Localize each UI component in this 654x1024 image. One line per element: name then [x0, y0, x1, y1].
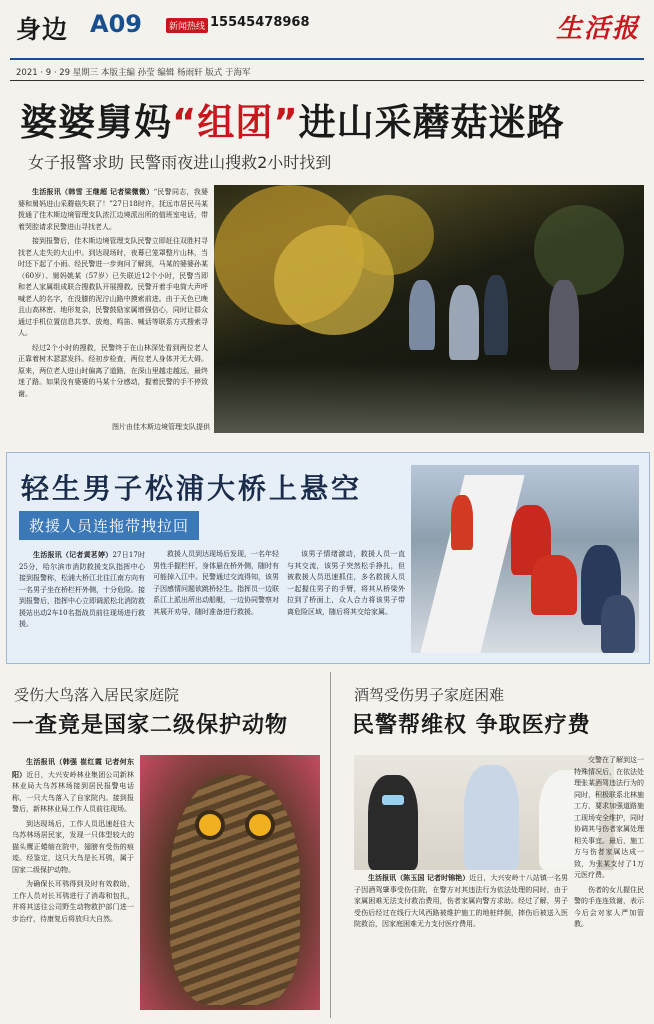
masthead-rule: [10, 58, 644, 60]
story1-photo: [214, 185, 644, 433]
owl-eye-right: [245, 810, 275, 840]
story2-subhead: 救援人员连拖带拽拉回: [19, 511, 199, 540]
page-number: A09: [90, 10, 142, 38]
story3-owl-photo: [140, 755, 320, 1010]
story4-body-col1: 生活报讯（陈玉国 记者时锦艳）近日，大兴安岭十八站镇一名男子因酒驾肇事受伤住院，在警方对其违法行为依法处理的同时，由于家属困难无法支付救治费用，伤者家属向警方求助。经过了解，男子受伤后经过在线行大风西路被维护施工的地桩绊倒，摔伤后被送入医院救治，因家庭困难无力支付医疗费用。: [354, 873, 568, 928]
story4-headline: 民警帮维权 争取医疗费: [352, 712, 591, 738]
meta-rule: [10, 80, 644, 81]
story1-caption: 图片由佳木斯边境管理支队提供: [112, 423, 210, 431]
story1-body: 生活报讯（韩雪 王继超 记者梁微微）“民警同志，我婆婆和舅妈进山采蘑菇失联了！”27日18时许，抚远市居民马某拨通了佳木斯边境管理支队浓江边境派出所的值班室电话，带着哭腔请求民警进山寻找老人。 接到报警后，佳木斯边境管理支队民警立即赶往双胜村寻找老人走失的大山中。到达现场时，夜幕已笼罩整片山林，当时还下起了小雨。经民警进一步询问了解到，马某的婆婆孙某（60岁）、舅妈姚某（57岁）已失联近12个小时，民警当即和老人家属组成联合搜救队开展搜救。民警开着手电筒大声呼喊老人的名字，在没膝的泥泞山路中摸索前进。由于天色已晚且山高林密、地形复杂，民警鼓励家属增强信心，同时让群众通过手机位置信息共享、放炮、鸣笛、喊话等联系方式搜索寻人。 经过2个小时的搜救，民警终于在山林深处看到两位老人正靠着树木瑟瑟发抖。经初步检查，两位老人身体并无大碍。原来，两位老人进山时偏离了道路，在深山里越走越远，最终迷了路。如果没有婆婆的马某十分感动，握着民警的手不停致谢。: [18, 187, 208, 398]
hotline-number: 15545478968: [210, 15, 310, 30]
story3-kicker: 受伤大鸟落入居民家庭院: [14, 686, 180, 704]
hotline-label: 新闻热线: [166, 18, 208, 33]
newspaper-logo: 生活报: [555, 14, 640, 44]
story1-subhead: 女子报警求助 民警雨夜进山搜救2小时找到: [28, 153, 332, 172]
story4-body-col2: 交警在了解到这一特殊情况后，在依法处理张某酒驾违法行为的同时，积极联系北林施工方，要求加强道路施工现场安全维护，同时协调其与伤者家属处理相关事宜。最后，施工方与伤者家属达成一致，为张某支付了1万元医疗费。 伤者的女儿握住民警的手连连致谢，表示今后会对家人严加管教。: [574, 756, 644, 928]
section-name: 身边: [16, 15, 69, 44]
story2-body-col3: 该男子情绪激动，救援人员一直与其交流，该男子突然松手挣扎，但被救援人员迅速抓住，多名救援人员一起握住男子的手臂，将其从桥梁外拉到了桥面上，众人合力将该男子带离危险区域，随后将其交给家属。: [287, 550, 405, 616]
story2-photo: [411, 465, 639, 653]
story2-headline: 轻生男子松浦大桥上悬空: [21, 472, 363, 505]
owl-eye-left: [195, 810, 225, 840]
issue-meta: 2021 · 9 · 29 星期三 本版主编 孙莹 编辑 杨雨轩 版式 于海军: [16, 68, 251, 78]
story3-headline: 一查竟是国家二级保护动物: [12, 712, 289, 738]
story2-box: [6, 452, 650, 664]
story4-kicker: 酒驾受伤男子家庭困难: [354, 686, 505, 704]
column-divider: [330, 672, 331, 1018]
story3-body: 生活报讯（韩强 崔红霞 记者何东阳）近日，大兴安岭林业集团公司新林林业局大乌苏林场接到居民报警电话称，一只大鸟落入了自家院内。接到报警后，新林林业局工作人员前往现场。 到达现场后，工作人员迅速赶往大乌苏林场居民家，发现一只体型较大的猫头鹰正蜷缩在院中，翅膀有受伤的痕迹。经鉴定，这只大鸟是长耳鸮，属于国家二级保护动物。 为确保长耳鸮得到及时有效救助，工作人员对长耳鸮进行了消毒和包扎，并将其送往公司野生动物救护部门进一步治疗，待康复后将放归大自然。: [12, 757, 134, 923]
masthead: [10, 6, 644, 44]
story2-body-col2: 救援人员到达现场后发现，一名年轻男性手握栏杆，身体悬在桥外侧，随时有可能掉入江中。民警通过交流得知，该男子因感情问题欲跳桥轻生。指挥员一边联系江上派出所出动船艇，一边协同警察对其展开劝导，随时准备进行救援。: [153, 550, 279, 616]
story2-body-col1: 生活报讯（记者黄茗婷）27日17时25分，哈尔滨市消防救援支队指挥中心接到报警称，松浦大桥江北往江南方向有一名男子坐在桥栏杆外侧，十分危险。接到报警后，指挥中心立即调派松北消防救援站出动2车10名指战员前往现场进行救援。: [19, 550, 145, 628]
story1-headline: 婆婆舅妈“组团”进山采蘑菇迷路: [20, 101, 565, 144]
